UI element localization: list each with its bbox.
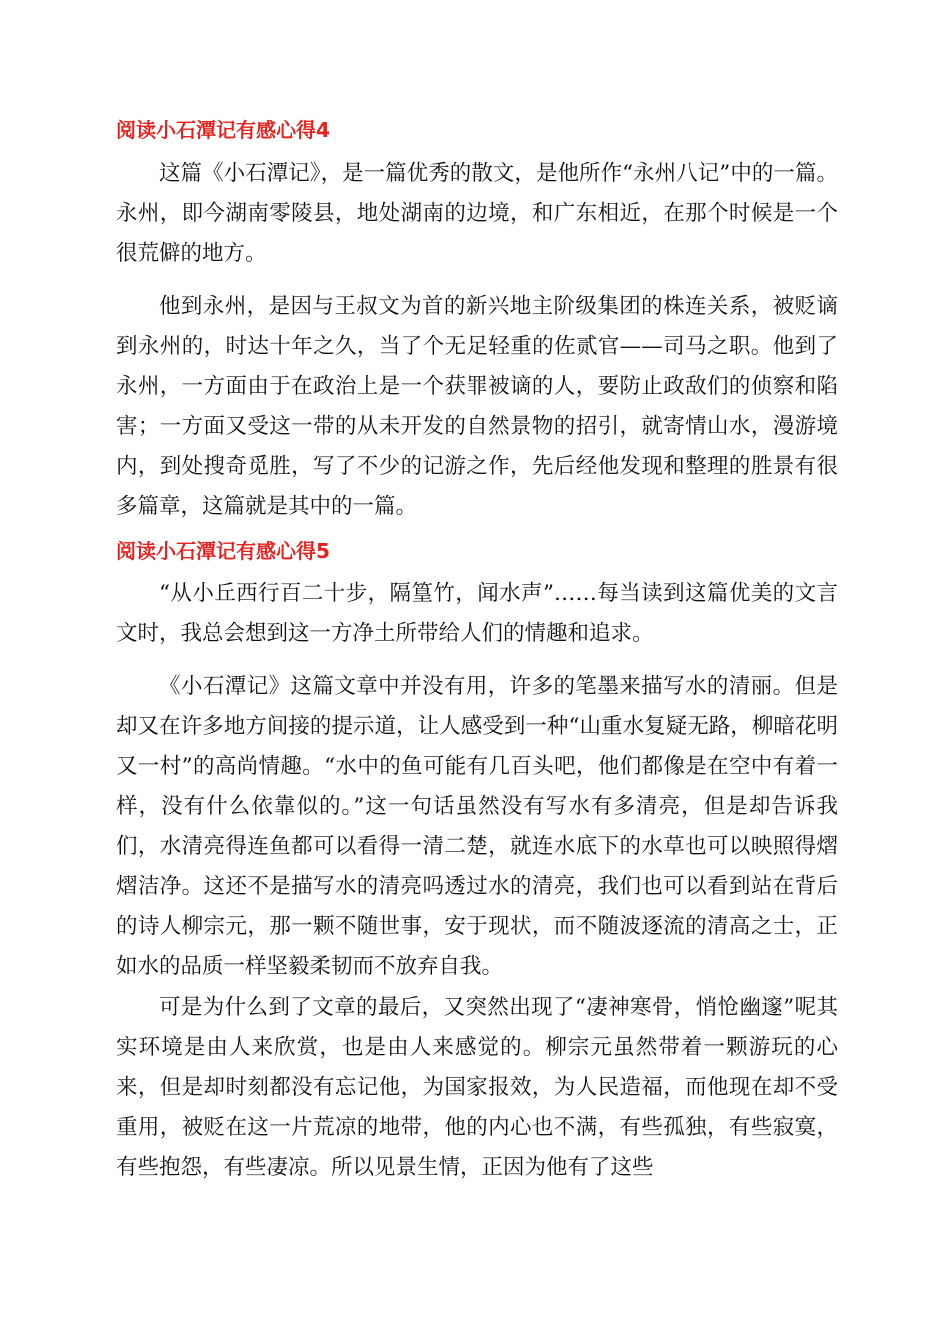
paragraph: 他到永州，是因与王叔文为首的新兴地主阶级集团的株连关系，被贬谪到永州的，时达十年之久，当了个无足轻重的佐贰官——司马之职。他到了永州，一方面由于在政治上是一个获罪被谪的人，要防止政敌们的侦察和陷害；一方面又受这一带的从未开发的自然景物的招引，就寄情山水，漫游境内，到处搜奇觅胜，写了不少的记游之作，先后经他发现和整理的胜景有很多篇章，这篇就是其中的一篇。 <box>116 294 838 519</box>
paragraph: 《小石潭记》这篇文章中并没有用，许多的笔墨来描写水的清丽。但是却又在许多地方间接的提示道，让人感受到一种“山重水复疑无路，柳暗花明又一村”的高尚情趣。“水中的鱼可能有几百头吧，他们都像是在空中有着一样，没有什么依靠似的。”这一句话虽然没有写水有多清亮，但是却告诉我们，水清亮得连鱼都可以看得一清二楚，就连水底下的水草也可以映照得熠熠洁净。这还不是描写水的清亮吗透过水的清亮，我们也可以看到站在背后的诗人柳宗元，那一颗不随世事，安于现状，而不随波逐流的清高之士，正如水的品质一样坚毅柔韧而不放弃自我。 <box>116 674 838 979</box>
paragraph: 这篇《小石潭记》，是一篇优秀的散文，是他所作“永州八记”中的一篇。永州，即今湖南零陵县，地处湖南的边境，和广东相近，在那个时候是一个很荒僻的地方。 <box>116 161 838 266</box>
section-heading-5: 阅读小石潭记有感心得5 <box>116 539 330 563</box>
section-heading-4: 阅读小石潭记有感心得4 <box>116 118 330 142</box>
paragraph: “从小丘西行百二十步，隔篁竹，闻水声”……每当读到这篇优美的文言文时，我总会想到这一方净土所带给人们的情趣和追求。 <box>116 581 838 646</box>
paragraph: 可是为什么到了文章的最后，又突然出现了“凄神寒骨，悄怆幽邃”呢其实环境是由人来欣赏，也是由人来感觉的。柳宗元虽然带着一颗游玩的心来，但是却时刻都没有忘记他，为国家报效，为人民造福，而他现在却不受重用，被贬在这一片荒凉的地带，他的内心也不满，有些孤独，有些寂寞，有些抱怨，有些凄凉。所以见景生情，正因为他有了这些 <box>116 995 838 1180</box>
